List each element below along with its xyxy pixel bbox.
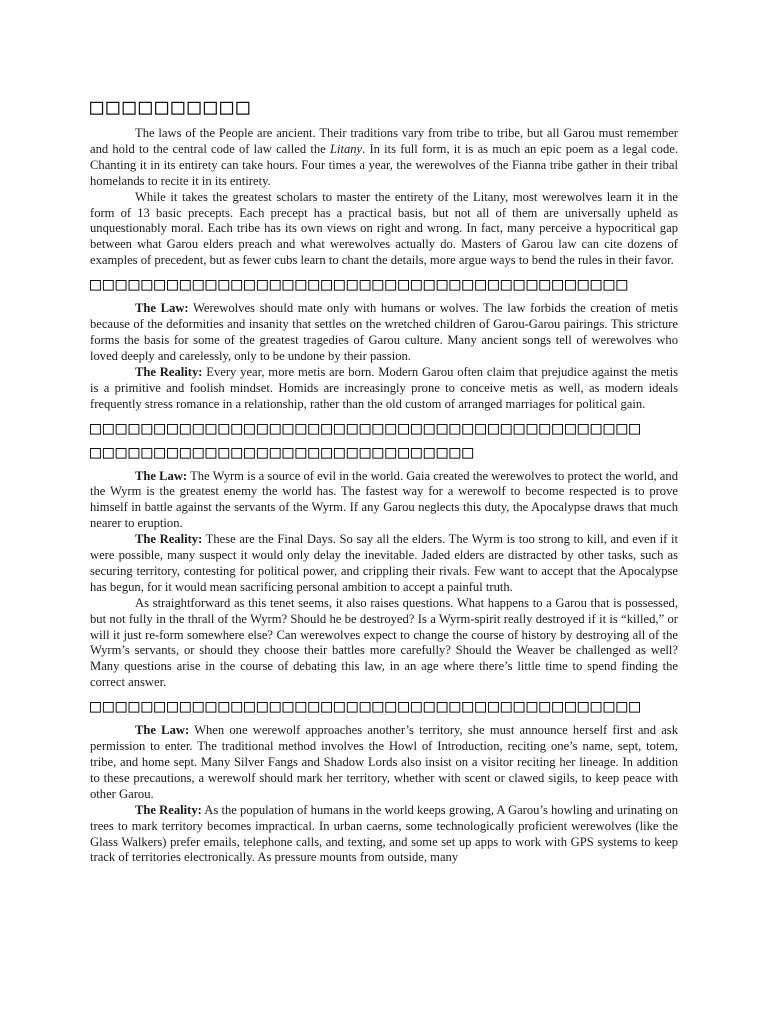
law-label: The Law:	[135, 723, 190, 738]
law-paragraph	[90, 301, 678, 365]
tenet-heading-3: □□□□□□□□□□□□□□□□□□□□□□□□□□□□□□□□□□□□□□□□□□□	[90, 696, 642, 718]
document-page	[90, 96, 678, 866]
section-heading: □□□□□□□□□□	[90, 95, 253, 120]
law-text: When one werewolf approaches another’s territory, she must announce herself first and ask permission to enter. The traditional method involves the Howl of Introduction, reciting one’s name, sept, totem, tribe, and home sept. Many Silver Fangs and Shadow Lords also insist on a visitor reciting her lineage. In addition to these precautions, a werewolf should mark her territory, whether with scent or clawed sigils, to keep peace with other Garou.	[90, 723, 678, 801]
intro-text-cont: . In its full form, it is as much an epic poem as a legal code. Chanting it in its entirety can take hours. Four times a year, the werewolves of the Fianna tribe gather in their tribal homelands to recite it in its entirety.	[90, 141, 678, 188]
intro-paragraph	[90, 126, 678, 190]
reality-label: The Reality:	[135, 364, 203, 379]
litany-term: Litany	[329, 141, 363, 156]
reality-paragraph	[90, 803, 678, 867]
discussion-paragraph: As straightforward as this tenet seems, it also raises questions. What happens to a Garou that is possessed, but not fully in the thrall of the Wyrm? Should he be destroyed? Is a Wyrm-spirit really destroyed if it is “killed,” or will it just re-form somewhere else? Can werewolves expect to change the course of history by destroying all of the Wyrm’s servants, or should they choose their battles more carefully? Should the Weaver be challenged as well? Many questions arise in the course of debating this law, in an age where there’s little time to spend finding the correct answer.	[90, 595, 678, 690]
reality-text: As the population of humans in the world keeps growing, A Garou’s howling and urinating on trees to mark territory becomes impractical. In urban caerns, some technologically proficient werewolves (like the Glass Walkers) prefer emails, telephone calls, and texting, and some set up apps to work with GPS systems to keep track of territories electronically. As pressure mounts from outside, many	[90, 802, 679, 865]
intro-text: The laws of the People are ancient. Their traditions vary from tribe to tribe, but all Garou must remember and hold to the central code of law called the	[90, 126, 678, 156]
tenet-heading-2	[90, 417, 678, 465]
law-paragraph	[90, 723, 678, 803]
tenet-heading-2-line-1: □□□□□□□□□□□□□□□□□□□□□□□□□□□□□□□□□□□□□□□□□□□	[90, 417, 642, 439]
reality-paragraph	[90, 532, 678, 596]
reality-label: The Reality:	[135, 532, 203, 547]
tenet-heading-1: □□□□□□□□□□□□□□□□□□□□□□□□□□□□□□□□□□□□□□□□□□	[90, 274, 630, 296]
law-text: The Wyrm is a source of evil in the world. Gaia created the werewolves to protect the world, and the Wyrm is the greatest enemy the world has. The fastest way for a werewolf to become respected is to prove himself in battle against the servants of the Wyrm. If any Garou neglects this duty, the Apocalypse draws that much nearer to eruption.	[90, 468, 678, 531]
law-label: The Law:	[135, 301, 189, 316]
tenet-heading-2-line-2: □□□□□□□□□□□□□□□□□□□□□□□□□□□□□□	[90, 441, 476, 463]
law-label: The Law:	[135, 468, 188, 483]
reality-label: The Reality:	[135, 802, 202, 817]
reality-text: Every year, more metis are born. Modern Garou often claim that prejudice against the metis is a primitive and foolish mindset. Homids are increasingly prone to conceive metis as well, as modern ideals frequently stress romance in a relationship, rather than the old custom of arranged marriages for political gain.	[90, 364, 678, 411]
intro-paragraph-2: While it takes the greatest scholars to master the entirety of the Litany, most werewolves learn it in the form of 13 basic precepts. Each precept has a practical basis, but not all of them are universally upheld as unquestionably moral. Each tribe has its own views on right and wrong. In fact, many perceive a hypocritical gap between what Garou elders preach and what werewolves actually do. Masters of Garou law can cite dozens of examples of precedent, but as fewer cubs learn to chant the details, more argue ways to bend the rules in their favor.	[90, 189, 678, 268]
law-paragraph	[90, 469, 678, 533]
reality-paragraph	[90, 365, 678, 413]
law-text: Werewolves should mate only with humans or wolves. The law forbids the creation of metis because of the deformities and insanity that settles on the wretched children of Garou-Garou pairings. This stricture forms the basis for some of the greatest tragedies of Garou culture. Many ancient songs tell of werewolves who loved deeply and carelessly, only to be undone by their passion.	[90, 301, 678, 363]
reality-text: These are the Final Days. So say all the elders. The Wyrm is too strong to kill, and even if it were possible, many suspect it would only delay the inevitable. Jaded elders are distracted by other tasks, such as securing territory, contesting for political power, and crippling their rivals. Few want to accept that the Apocalypse has begun, for it would mean sacrificing personal ambition to accept a painful truth.	[90, 532, 678, 594]
